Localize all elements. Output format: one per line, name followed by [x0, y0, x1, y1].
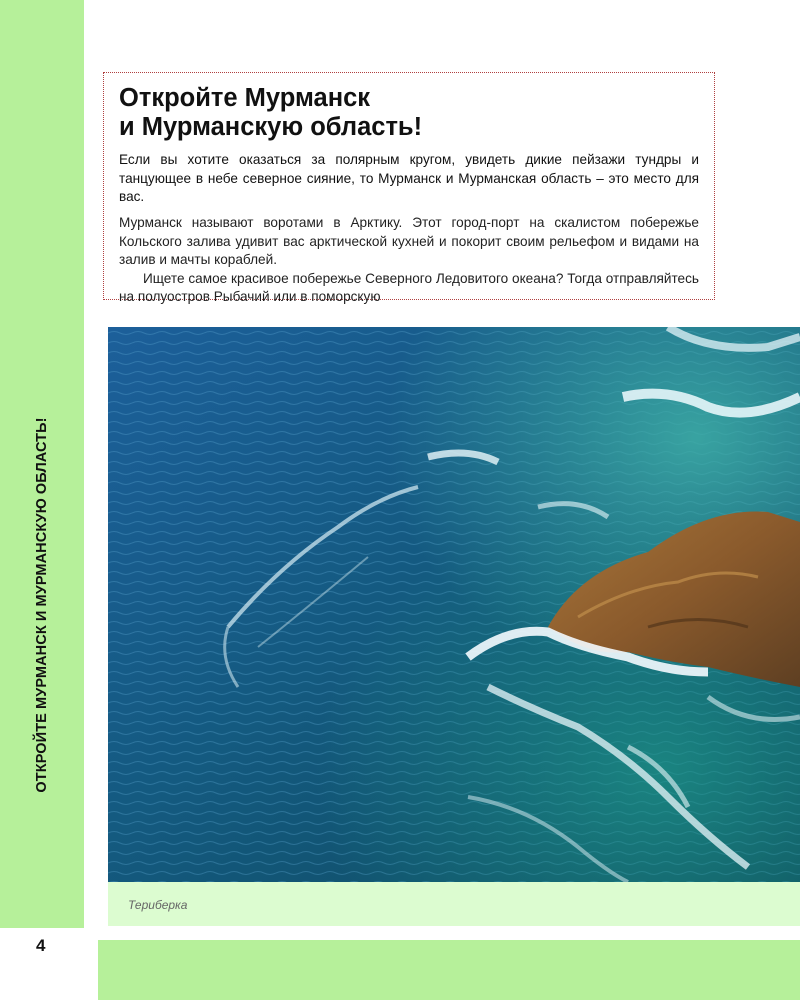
article-body — [119, 214, 699, 307]
heading-line-1: Откройте Мурманск — [119, 84, 371, 112]
paragraph-2: Ищете самое красивое побережье Северного Ледовитого океана? Тогда отправляйтесь на полуостров Рыбачий или в поморскую — [119, 270, 699, 304]
page-number: 4 — [36, 936, 46, 955]
article-heading — [119, 84, 699, 142]
sidebar-title: ОТКРОЙТЕ МУРМАНСК И МУРМАНСКУЮ ОБЛАСТЬ! — [34, 417, 50, 793]
caption-band — [108, 882, 800, 926]
aerial-sea-image — [108, 327, 800, 882]
photo-caption: Териберка — [128, 898, 188, 912]
sea-photo — [108, 327, 800, 882]
heading-line-2: и Мурманскую область! — [119, 113, 423, 141]
bottom-band — [98, 940, 800, 1000]
paragraph-1: Мурманск называют воротами в Арктику. Этот город-порт на скалистом побережье Кольского залива удивит вас арктической кухней и покорит своим рельефом и видами на залив и мачты кораблей. — [119, 215, 699, 267]
page-number-box — [0, 928, 98, 1000]
article-lead: Если вы хотите оказаться за полярным кругом, увидеть дикие пейзажи тундры и танцующее в небе северное сияние, то Мурманск и Мурманская область – это место для вас. — [119, 152, 699, 204]
